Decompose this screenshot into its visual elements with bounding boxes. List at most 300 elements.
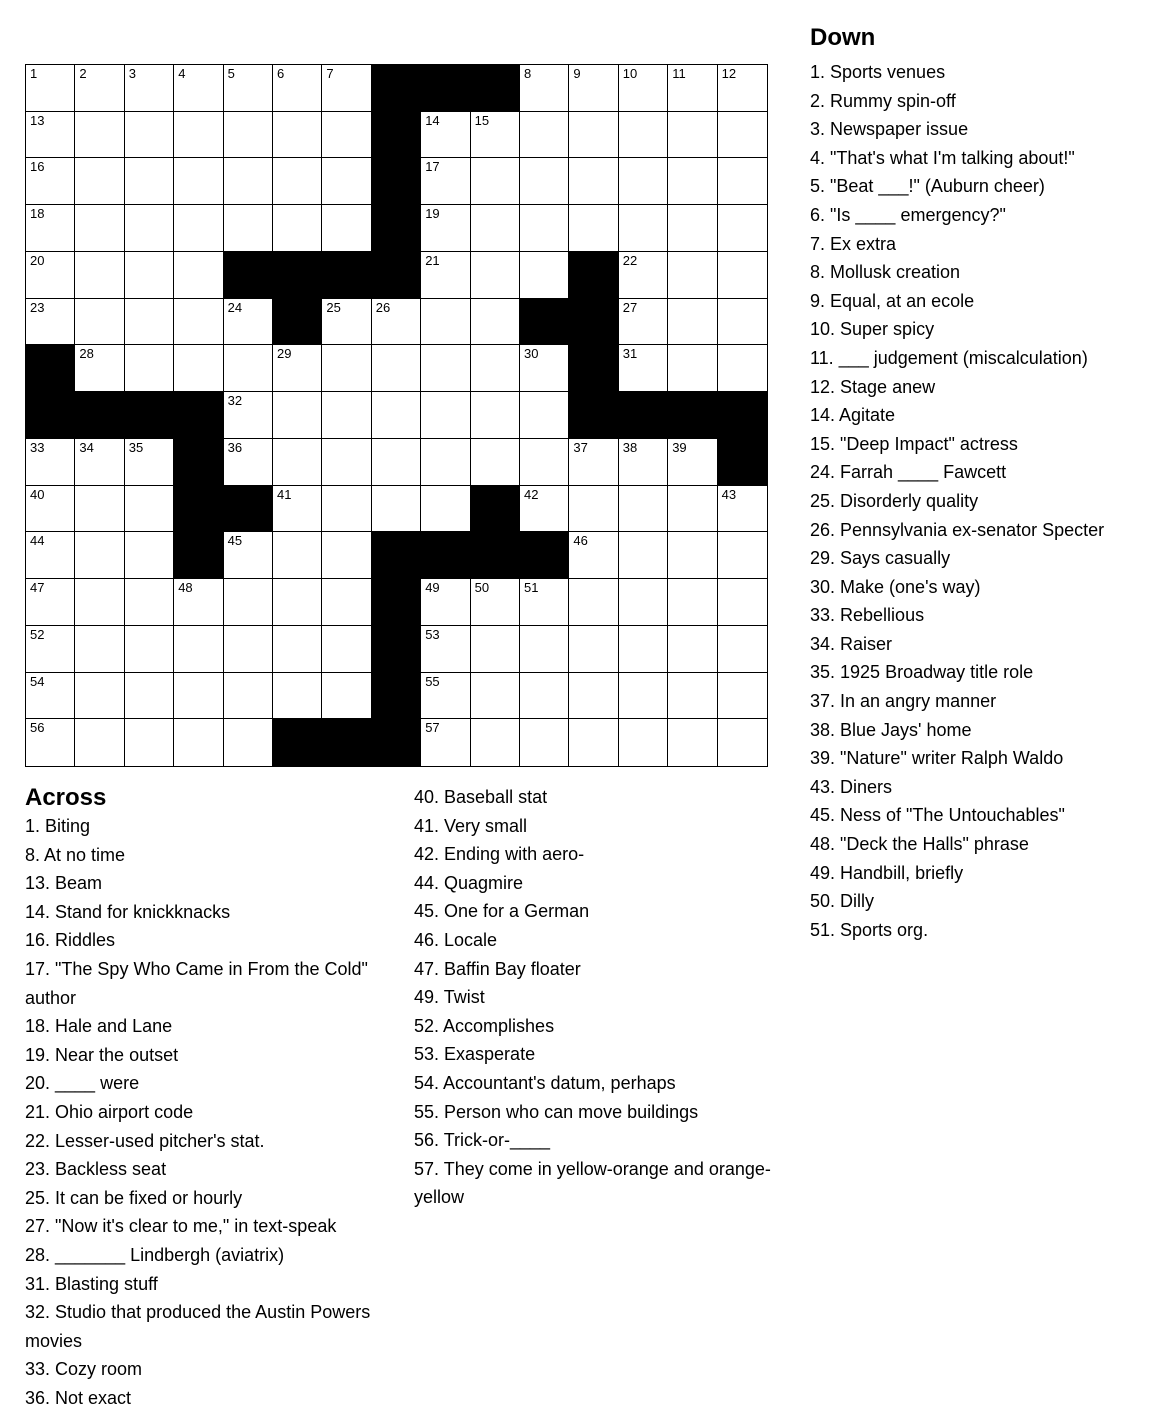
grid-cell[interactable]: [718, 579, 767, 626]
clue-number: 2: [79, 66, 87, 81]
clue-item: 27. "Now it's clear to me," in text-speak: [25, 1216, 337, 1237]
grid-cell[interactable]: [75, 439, 124, 486]
clue-item: 32. Studio that produced the Austin Powers movies: [25, 1302, 371, 1351]
down-clues: [810, 58, 1150, 944]
grid-cell[interactable]: [421, 486, 470, 533]
grid-cell[interactable]: [125, 299, 174, 346]
clue-item: 30. Make (one's way): [810, 576, 981, 597]
grid-cell[interactable]: [718, 252, 767, 299]
grid-cell[interactable]: [273, 205, 322, 252]
grid-cell[interactable]: [520, 65, 569, 112]
grid-cell[interactable]: [322, 299, 371, 346]
grid-cell[interactable]: [421, 299, 470, 346]
grid-cell[interactable]: [174, 158, 223, 205]
black-square: [421, 65, 470, 112]
black-square: [224, 486, 273, 533]
grid-cell[interactable]: [322, 392, 371, 439]
clue-item: 49. Handbill, briefly: [810, 862, 964, 883]
grid-cell[interactable]: [471, 112, 520, 159]
grid-cell[interactable]: [520, 345, 569, 392]
grid-cell[interactable]: [668, 579, 717, 626]
black-square: [224, 252, 273, 299]
grid-cell[interactable]: [668, 299, 717, 346]
grid-cell[interactable]: [471, 439, 520, 486]
grid-cell[interactable]: [619, 299, 668, 346]
grid-cell[interactable]: [471, 158, 520, 205]
grid-cell[interactable]: [372, 439, 421, 486]
grid-cell[interactable]: [273, 345, 322, 392]
clue-item: 12. Stage anew: [810, 376, 936, 397]
clue-number: 7: [326, 66, 334, 81]
grid-cell[interactable]: [322, 65, 371, 112]
grid-cell[interactable]: [26, 299, 75, 346]
grid-cell[interactable]: [520, 579, 569, 626]
grid-cell[interactable]: [668, 252, 717, 299]
grid-cell[interactable]: [520, 719, 569, 766]
crossword-grid: [25, 64, 768, 767]
clue-item: 6. "Is ____ emergency?": [810, 204, 1006, 225]
clue-number: 24: [227, 299, 243, 315]
grid-cell[interactable]: [421, 112, 470, 159]
grid-cell[interactable]: [421, 579, 470, 626]
grid-cell[interactable]: [322, 112, 371, 159]
clue-item: 9. Equal, at an ecole: [810, 290, 975, 311]
grid-cell[interactable]: [26, 65, 75, 112]
grid-cell[interactable]: [718, 205, 767, 252]
grid-cell[interactable]: [619, 205, 668, 252]
grid-cell[interactable]: [75, 673, 124, 720]
clue-item: 14. Stand for knickknacks: [25, 901, 231, 922]
grid-cell[interactable]: [569, 65, 618, 112]
black-square: [125, 392, 174, 439]
clue-item: 56. Trick-or-____: [414, 1130, 551, 1151]
clue-number: 19: [425, 206, 440, 222]
grid-cell[interactable]: [668, 626, 717, 673]
black-square: [520, 299, 569, 346]
grid-cell[interactable]: [372, 345, 421, 392]
grid-cell[interactable]: [75, 65, 124, 112]
clue-item: 24. Farrah ____ Fawcett: [810, 462, 1007, 483]
grid-cell[interactable]: [26, 158, 75, 205]
grid-cell[interactable]: [224, 532, 273, 579]
grid-cell[interactable]: [26, 205, 75, 252]
black-square: [718, 439, 767, 486]
grid-cell[interactable]: [619, 719, 668, 766]
black-square: [322, 719, 371, 766]
black-square: [372, 626, 421, 673]
grid-cell[interactable]: [718, 719, 767, 766]
grid-cell[interactable]: [421, 439, 470, 486]
grid-cell[interactable]: [75, 719, 124, 766]
clue-item: 52. Accomplishes: [414, 1015, 555, 1036]
grid-cell[interactable]: [26, 486, 75, 533]
clue-item: 19. Near the outset: [25, 1044, 179, 1065]
clue-item: 42. Ending with aero-: [414, 844, 585, 865]
grid-cell[interactable]: [619, 158, 668, 205]
grid-cell[interactable]: [224, 719, 273, 766]
grid-cell[interactable]: [26, 626, 75, 673]
grid-cell[interactable]: [75, 112, 124, 159]
grid-cell[interactable]: [421, 205, 470, 252]
grid-cell[interactable]: [619, 252, 668, 299]
grid-cell[interactable]: [174, 626, 223, 673]
clue-item: 1. Biting: [25, 816, 91, 836]
grid-cell[interactable]: [619, 532, 668, 579]
grid-cell[interactable]: [174, 673, 223, 720]
clue-item: 25. It can be fixed or hourly: [25, 1187, 243, 1208]
grid-cell[interactable]: [569, 486, 618, 533]
grid-cell[interactable]: [372, 486, 421, 533]
black-square: [273, 299, 322, 346]
clue-number: 36: [227, 439, 243, 455]
black-square: [372, 673, 421, 720]
grid-cell[interactable]: [668, 486, 717, 533]
grid-cell[interactable]: [471, 345, 520, 392]
grid-cell[interactable]: [273, 579, 322, 626]
grid-cell[interactable]: [322, 345, 371, 392]
clue-item: 51. Sports org.: [810, 919, 929, 940]
grid-cell[interactable]: [421, 392, 470, 439]
grid-cell[interactable]: [619, 65, 668, 112]
grid-cell[interactable]: [668, 205, 717, 252]
clue-number: 44: [30, 533, 45, 549]
grid-cell[interactable]: [718, 626, 767, 673]
clue-item: 35. 1925 Broadway title role: [810, 662, 1034, 683]
clue-item: 49. Twist: [414, 987, 485, 1008]
grid-cell[interactable]: [718, 158, 767, 205]
black-square: [372, 112, 421, 159]
clue-item: 45. One for a German: [414, 901, 590, 922]
grid-cell[interactable]: [471, 299, 520, 346]
grid-cell[interactable]: [174, 345, 223, 392]
clue-number: 52: [30, 626, 45, 642]
grid-cell[interactable]: [520, 439, 569, 486]
grid-cell[interactable]: [569, 719, 618, 766]
grid-cell[interactable]: [569, 439, 618, 486]
grid-cell[interactable]: [125, 579, 174, 626]
grid-cell[interactable]: [668, 673, 717, 720]
grid-cell[interactable]: [273, 673, 322, 720]
grid-cell[interactable]: [125, 532, 174, 579]
grid-cell[interactable]: [322, 439, 371, 486]
clue-number: 10: [622, 66, 638, 81]
black-square: [372, 65, 421, 112]
across-heading: Across: [25, 784, 107, 811]
grid-cell[interactable]: [174, 719, 223, 766]
grid-cell[interactable]: [273, 626, 322, 673]
grid-cell[interactable]: [668, 65, 717, 112]
grid-cell[interactable]: [125, 673, 174, 720]
grid-cell[interactable]: [224, 112, 273, 159]
clue-number: 37: [573, 439, 588, 455]
clue-item: 13. Beam: [25, 873, 103, 894]
clue-item: 17. "The Spy Who Came in From the Cold" author: [25, 958, 368, 1008]
grid-cell[interactable]: [520, 392, 569, 439]
clue-item: 1. Sports venues: [810, 62, 946, 82]
grid-cell[interactable]: [619, 112, 668, 159]
grid-cell[interactable]: [569, 673, 618, 720]
grid-cell[interactable]: [125, 439, 174, 486]
grid-cell[interactable]: [224, 158, 273, 205]
clue-number: 17: [425, 159, 440, 175]
grid-cell[interactable]: [718, 65, 767, 112]
clue-number: 15: [474, 112, 490, 128]
clue-number: 55: [425, 673, 440, 689]
grid-cell[interactable]: [668, 439, 717, 486]
grid-cell[interactable]: [421, 158, 470, 205]
grid-cell[interactable]: [75, 579, 124, 626]
grid-cell[interactable]: [322, 579, 371, 626]
grid-cell[interactable]: [619, 486, 668, 533]
grid-cell[interactable]: [322, 205, 371, 252]
grid-cell[interactable]: [75, 158, 124, 205]
clue-item: 23. Backless seat: [25, 1159, 167, 1180]
grid-cell[interactable]: [471, 673, 520, 720]
grid-cell[interactable]: [619, 345, 668, 392]
grid-cell[interactable]: [471, 392, 520, 439]
grid-cell[interactable]: [273, 439, 322, 486]
black-square: [372, 158, 421, 205]
grid-cell[interactable]: [174, 579, 223, 626]
grid-cell[interactable]: [273, 392, 322, 439]
black-square: [372, 252, 421, 299]
grid-cell[interactable]: [421, 626, 470, 673]
clue-number: 53: [425, 626, 440, 642]
clue-number: 51: [524, 580, 539, 596]
grid-cell[interactable]: [125, 486, 174, 533]
clue-item: 4. "That's what I'm talking about!": [810, 147, 1075, 168]
clue-item: 14. Agitate: [810, 405, 896, 426]
grid-cell[interactable]: [125, 65, 174, 112]
grid-cell[interactable]: [619, 439, 668, 486]
grid-cell[interactable]: [520, 252, 569, 299]
clue-number: 40: [30, 486, 45, 502]
clue-number: 57: [425, 720, 440, 736]
clue-number: 31: [622, 346, 638, 362]
grid-cell[interactable]: [26, 532, 75, 579]
grid-cell[interactable]: [569, 158, 618, 205]
clue-number: 47: [30, 580, 45, 596]
grid-cell[interactable]: [322, 532, 371, 579]
black-square: [569, 392, 618, 439]
grid-cell[interactable]: [421, 673, 470, 720]
clue-item: 2. Rummy spin-off: [810, 90, 956, 111]
grid-cell[interactable]: [224, 392, 273, 439]
grid-cell[interactable]: [668, 345, 717, 392]
grid-cell[interactable]: [125, 158, 174, 205]
grid-cell[interactable]: [322, 486, 371, 533]
grid-cell[interactable]: [718, 486, 767, 533]
grid-cell[interactable]: [174, 205, 223, 252]
grid-cell[interactable]: [322, 158, 371, 205]
clue-number: 23: [30, 299, 45, 315]
grid-cell[interactable]: [569, 579, 618, 626]
grid-cell[interactable]: [75, 486, 124, 533]
grid-cell[interactable]: [668, 158, 717, 205]
grid-cell[interactable]: [569, 626, 618, 673]
black-square: [273, 252, 322, 299]
clue-number: 45: [227, 533, 243, 549]
grid-cell[interactable]: [520, 486, 569, 533]
clue-item: 29. Says casually: [810, 548, 951, 569]
clue-item: 33. Cozy room: [25, 1359, 143, 1380]
grid-cell[interactable]: [174, 65, 223, 112]
clue-item: 38. Blue Jays' home: [810, 719, 972, 740]
clue-number: 13: [30, 112, 45, 128]
black-square: [471, 486, 520, 533]
clue-item: 47. Baffin Bay floater: [414, 958, 581, 979]
grid-cell[interactable]: [26, 719, 75, 766]
clue-number: 20: [30, 252, 45, 268]
clue-item: 43. Diners: [810, 776, 893, 797]
grid-cell[interactable]: [224, 673, 273, 720]
clue-item: 31. Blasting stuff: [25, 1273, 158, 1294]
grid-cell[interactable]: [520, 112, 569, 159]
black-square: [26, 345, 75, 392]
black-square: [322, 252, 371, 299]
grid-cell[interactable]: [520, 205, 569, 252]
grid-cell[interactable]: [26, 252, 75, 299]
grid-cell[interactable]: [224, 299, 273, 346]
clue-number: 6: [277, 66, 285, 81]
grid-cell[interactable]: [471, 626, 520, 673]
grid-cell[interactable]: [273, 158, 322, 205]
clue-item: 53. Exasperate: [414, 1044, 536, 1065]
grid-cell[interactable]: [273, 112, 322, 159]
clue-number: 16: [30, 159, 45, 175]
black-square: [372, 579, 421, 626]
clue-number: 43: [721, 486, 737, 502]
grid-cell[interactable]: [322, 673, 371, 720]
clue-number: 18: [30, 206, 45, 222]
clue-item: 40. Baseball stat: [414, 787, 548, 807]
grid-cell[interactable]: [273, 65, 322, 112]
clue-number: 56: [30, 720, 45, 736]
grid-cell[interactable]: [174, 252, 223, 299]
grid-cell[interactable]: [75, 532, 124, 579]
grid-cell[interactable]: [75, 205, 124, 252]
grid-cell[interactable]: [125, 112, 174, 159]
grid-cell[interactable]: [471, 252, 520, 299]
grid-cell[interactable]: [718, 532, 767, 579]
grid-cell[interactable]: [26, 579, 75, 626]
clue-number: 41: [277, 486, 292, 502]
black-square: [372, 205, 421, 252]
clue-item: 7. Ex extra: [810, 233, 897, 254]
clue-item: 5. "Beat ___!" (Auburn cheer): [810, 176, 1045, 197]
clue-item: 50. Dilly: [810, 891, 875, 912]
clue-item: 28. _______ Lindbergh (aviatrix): [25, 1244, 285, 1265]
grid-cell[interactable]: [421, 719, 470, 766]
grid-cell[interactable]: [619, 673, 668, 720]
black-square: [520, 532, 569, 579]
black-square: [75, 392, 124, 439]
grid-cell[interactable]: [668, 719, 717, 766]
grid-cell[interactable]: [421, 345, 470, 392]
grid-cell[interactable]: [174, 299, 223, 346]
grid-cell[interactable]: [26, 439, 75, 486]
grid-cell[interactable]: [273, 486, 322, 533]
clue-item: 36. Not exact: [25, 1387, 132, 1408]
grid-cell[interactable]: [322, 626, 371, 673]
black-square: [372, 719, 421, 766]
grid-cell[interactable]: [471, 205, 520, 252]
grid-cell[interactable]: [75, 252, 124, 299]
grid-cell[interactable]: [125, 345, 174, 392]
clue-number: 3: [128, 66, 137, 81]
clue-number: 8: [524, 66, 532, 81]
clue-item: 57. They come in yellow-orange and orange-yellow: [414, 1158, 771, 1208]
clue-item: 8. Mollusk creation: [810, 262, 961, 283]
clue-number: 35: [128, 439, 144, 455]
grid-cell[interactable]: [75, 626, 124, 673]
grid-cell[interactable]: [224, 65, 273, 112]
grid-cell[interactable]: [520, 673, 569, 720]
clue-number: 39: [672, 439, 687, 455]
grid-cell[interactable]: [718, 345, 767, 392]
clue-item: 54. Accountant's datum, perhaps: [414, 1072, 676, 1093]
grid-cell[interactable]: [520, 158, 569, 205]
black-square: [174, 392, 223, 439]
grid-cell[interactable]: [718, 112, 767, 159]
clue-item: 15. "Deep Impact" actress: [810, 433, 1018, 454]
grid-cell[interactable]: [224, 439, 273, 486]
black-square: [718, 392, 767, 439]
clue-item: 39. "Nature" writer Ralph Waldo: [810, 748, 1064, 769]
grid-cell[interactable]: [569, 205, 618, 252]
grid-cell[interactable]: [174, 112, 223, 159]
clue-item: 11. ___ judgement (miscalculation): [810, 347, 1088, 368]
grid-cell[interactable]: [75, 299, 124, 346]
clue-number: 46: [573, 533, 588, 549]
grid-cell[interactable]: [372, 299, 421, 346]
grid-cell[interactable]: [421, 252, 470, 299]
grid-cell[interactable]: [718, 299, 767, 346]
clue-item: 45. Ness of "The Untouchables": [810, 805, 1065, 826]
grid-cell[interactable]: [125, 626, 174, 673]
grid-cell[interactable]: [471, 719, 520, 766]
grid-cell[interactable]: [26, 112, 75, 159]
grid-cell[interactable]: [372, 392, 421, 439]
grid-cell[interactable]: [619, 579, 668, 626]
grid-cell[interactable]: [668, 532, 717, 579]
grid-cell[interactable]: [471, 579, 520, 626]
clue-number: 42: [524, 486, 539, 502]
clue-item: 25. Disorderly quality: [810, 490, 979, 511]
grid-cell[interactable]: [125, 205, 174, 252]
grid-cell[interactable]: [125, 252, 174, 299]
black-square: [174, 486, 223, 533]
grid-cell[interactable]: [718, 673, 767, 720]
grid-cell[interactable]: [224, 626, 273, 673]
black-square: [372, 532, 421, 579]
grid-cell[interactable]: [619, 626, 668, 673]
clue-number: 21: [425, 252, 440, 268]
grid-cell[interactable]: [75, 345, 124, 392]
clue-number: 30: [524, 346, 539, 362]
grid-cell[interactable]: [273, 532, 322, 579]
grid-cell[interactable]: [125, 719, 174, 766]
clue-item: 55. Person who can move buildings: [414, 1101, 699, 1122]
grid-cell[interactable]: [224, 345, 273, 392]
grid-cell[interactable]: [668, 112, 717, 159]
grid-cell[interactable]: [224, 579, 273, 626]
grid-cell[interactable]: [569, 532, 618, 579]
grid-cell[interactable]: [224, 205, 273, 252]
grid-cell[interactable]: [569, 112, 618, 159]
grid-cell[interactable]: [26, 673, 75, 720]
grid-cell[interactable]: [520, 626, 569, 673]
